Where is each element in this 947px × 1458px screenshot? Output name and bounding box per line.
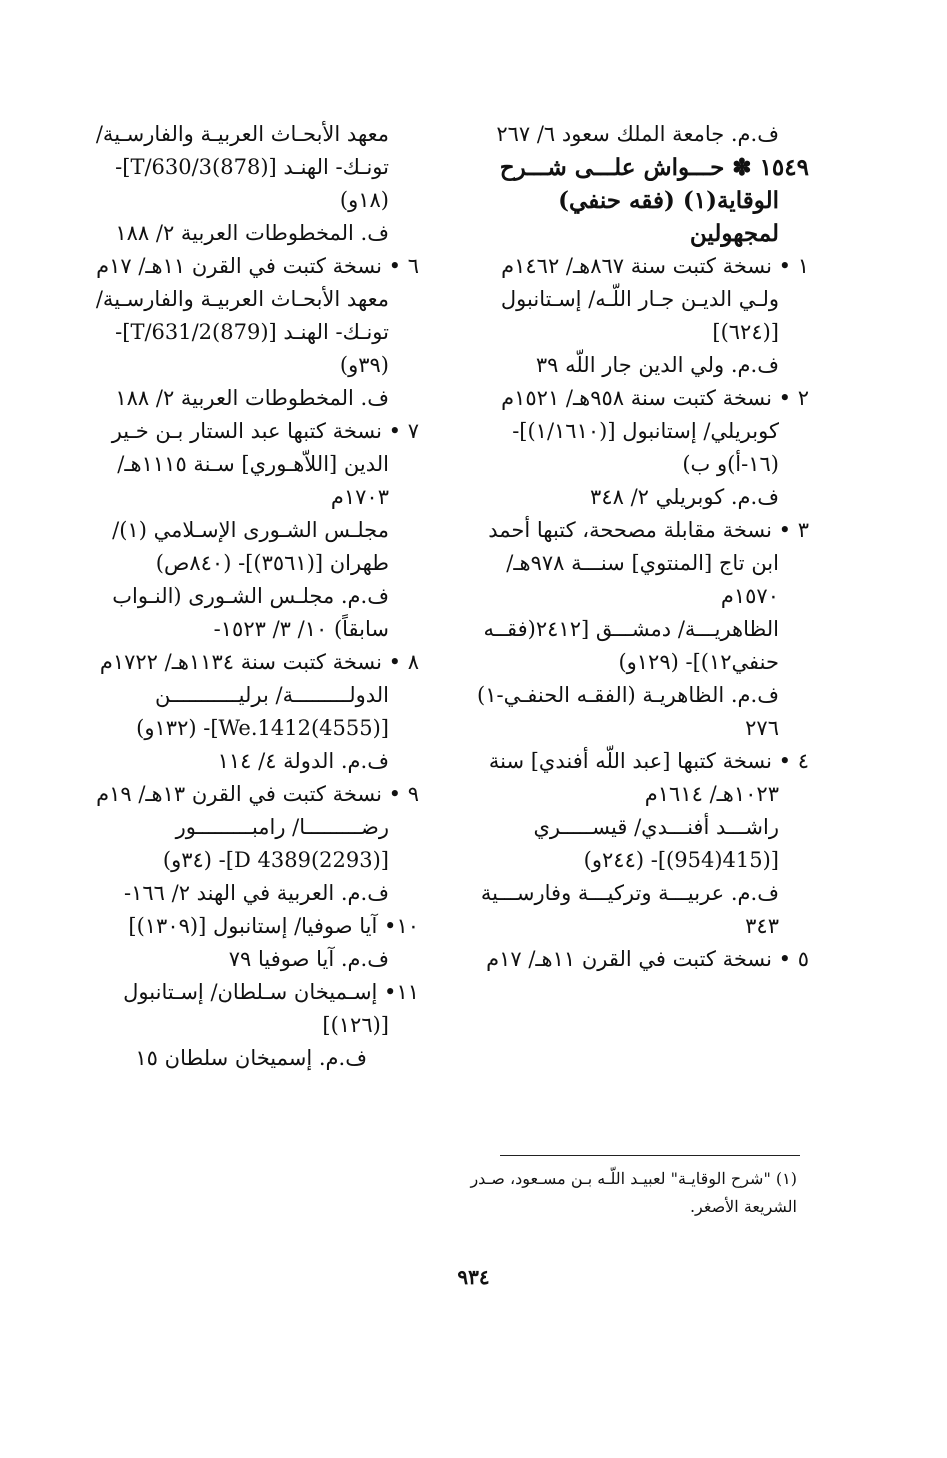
left-column-line: ١٠• آيا صوفيا/ إستانبول [(١٣٠٩)] (128, 914, 419, 938)
left-column-line: ٩ • نسخة كتبت في القرن ١٣هـ/ ١٩م (96, 782, 419, 806)
left-column-line: رضـــــــــا/ رامبـــــــــور (175, 815, 389, 839)
right-column-line: ابن تاج [المنتوي] سنـــة ٩٧٨هـ/ (506, 551, 779, 575)
right-column-line: ٤ • نسخة كتبها [عبد اللّه أفندي] سنة (488, 749, 809, 773)
left-column-line: مجلـس الشـورى الإسـلامي (١)/ (112, 518, 389, 542)
left-column-line: ف.م. الدولة ٤/ ١١٤ (217, 749, 389, 773)
footnote (467, 1165, 797, 1221)
left-column-line: (٣٩و) (339, 353, 389, 377)
right-column-line: ١٠٢٣هـ/ ١٦١٤م (644, 782, 779, 806)
right-column-line: راشـــد أفنـــدي/ قيســـــري (533, 815, 779, 839)
left-column-line: ف.م. العربية في الهند ٢/ ١٦٦- (123, 881, 389, 905)
left-column-line: معهد الأبحـاث العربيـة والفارسـية/ (95, 287, 389, 311)
left-column-line: ف.م. مجلـس الشـورى (النـواب (112, 584, 389, 608)
page-number: ٩٣٤ (457, 1265, 490, 1289)
left-column-line: (١٨و) (339, 188, 389, 212)
right-column-line: ٣ • نسخة مقابلة مصححة، كتبها أحمد (488, 518, 809, 542)
left-column (95, 118, 419, 1075)
right-column-line: ولـي الديـن جـار اللّـه/ إسـتانبول (500, 287, 779, 311)
right-column-line: ف.م. عربيـــة وتركيـــة وفارســـية (480, 881, 779, 905)
right-column-line: لمجهولين (689, 220, 779, 247)
footnote-rule (500, 1155, 800, 1156)
right-column-line: حنفي١٢)]- (١٢٩و) (618, 650, 779, 674)
right-column-line: [(٦٢٤)] (712, 320, 779, 344)
left-column-line: ٦ • نسخة كتبت في القرن ١١هـ/ ١٧م (96, 254, 419, 278)
left-column-line: ٧ • نسخة كتبها عبد الستار بـن خـير (111, 419, 419, 443)
footnote-line-2: الشريعة الأصغر. (689, 1197, 797, 1216)
right-column (474, 118, 809, 976)
footnote-line-1: (١) "شرح الوقايـة" لعبيـد اللّـه بـن مسـعود، صـدر (470, 1169, 797, 1188)
left-column-line: ١٧٠٣م (330, 485, 389, 509)
right-column-line: ف.م. كوبريلي ٢/ ٣٤٨ (590, 485, 779, 509)
right-column-line: ١ • نسخة كتبت سنة ٨٦٧هـ/ ١٤٦٢م (501, 254, 809, 278)
left-column-line: طهران [(٣٥٦١)]- (٨٤٠ص) (155, 551, 389, 575)
right-column-line: الوقاية(١) (فقه حنفي) (558, 187, 779, 214)
right-column-line: كوبريلي/ إستانبول [(١/١٦١٠)]- (512, 419, 779, 443)
left-column-line: [(2293)4389 D]- (٣٤و) (162, 848, 389, 872)
right-column-line: ف.م. ولي الدين جار اللّه ٣٩ (535, 353, 779, 377)
left-column-line: ف. المخطوطات العربية ٢/ ١٨٨ (115, 386, 389, 410)
left-column-line: معهد الأبحـاث العربيـة والفارسـية/ (95, 122, 389, 146)
left-column-line: الدين [اللاّهـوري] سـنة ١١١٥هـ/ (117, 452, 389, 476)
left-column-line: ٨ • نسخة كتبت سنة ١١٣٤هـ/ ١٧٢٢م (99, 650, 419, 674)
right-column-line: ٢ • نسخة كتبت سنة ٩٥٨هـ/ ١٥٢١م (501, 386, 809, 410)
left-column-line: [(١٢٦)] (322, 1013, 389, 1037)
right-column-line: ٣٤٣ (745, 914, 779, 938)
right-column-line: ٢٧٦ (745, 716, 779, 740)
left-column-line: ١١• إسـميخان سـلطان/ إسـتانبول (123, 980, 419, 1004)
right-column-line: ٥ • نسخة كتبت في القرن ١١هـ/ ١٧م (486, 947, 809, 971)
left-column-line: تونـك- الهنـد [(879)T/631/2]- (115, 320, 389, 344)
right-column-line: [(415(954)]- (٢٤٤و) (583, 848, 779, 872)
left-column-line: ف.م. إسميخان سلطان ١٥ (135, 1046, 367, 1070)
right-column-line: (١٦-أ)و ب) (682, 452, 779, 476)
right-column-line: ١٥٤٩ ✽ حـــواش علـــى شـــرح (499, 154, 809, 181)
left-column-line: تونـك- الهنـد [(878)T/630/3]- (115, 155, 389, 179)
left-column-line: ف. المخطوطات العربية ٢/ ١٨٨ (115, 221, 389, 245)
right-column-line: الظاهريـــة/ دمشـــق [٢٤١٢(فقــه (483, 617, 779, 641)
right-column-line: ف.م. الظاهريـة (الفقـه الحنفـي-١) (477, 683, 779, 707)
right-column-line: ١٥٧٠م (720, 584, 779, 608)
left-column-line: الدولـــــــــة/ برليـــــــــــن (154, 683, 389, 707)
left-column-line: سابقاً) ١٠/ ٣/ ١٥٢٣- (213, 617, 389, 641)
left-column-line: ف.م. آيا صوفيا ٧٩ (228, 947, 389, 971)
right-column-line: ف.م. جامعة الملك سعود ٦/ ٢٦٧ (496, 122, 779, 146)
left-column-line: [(4555)We.1412]- (١٣٢و) (136, 716, 389, 740)
